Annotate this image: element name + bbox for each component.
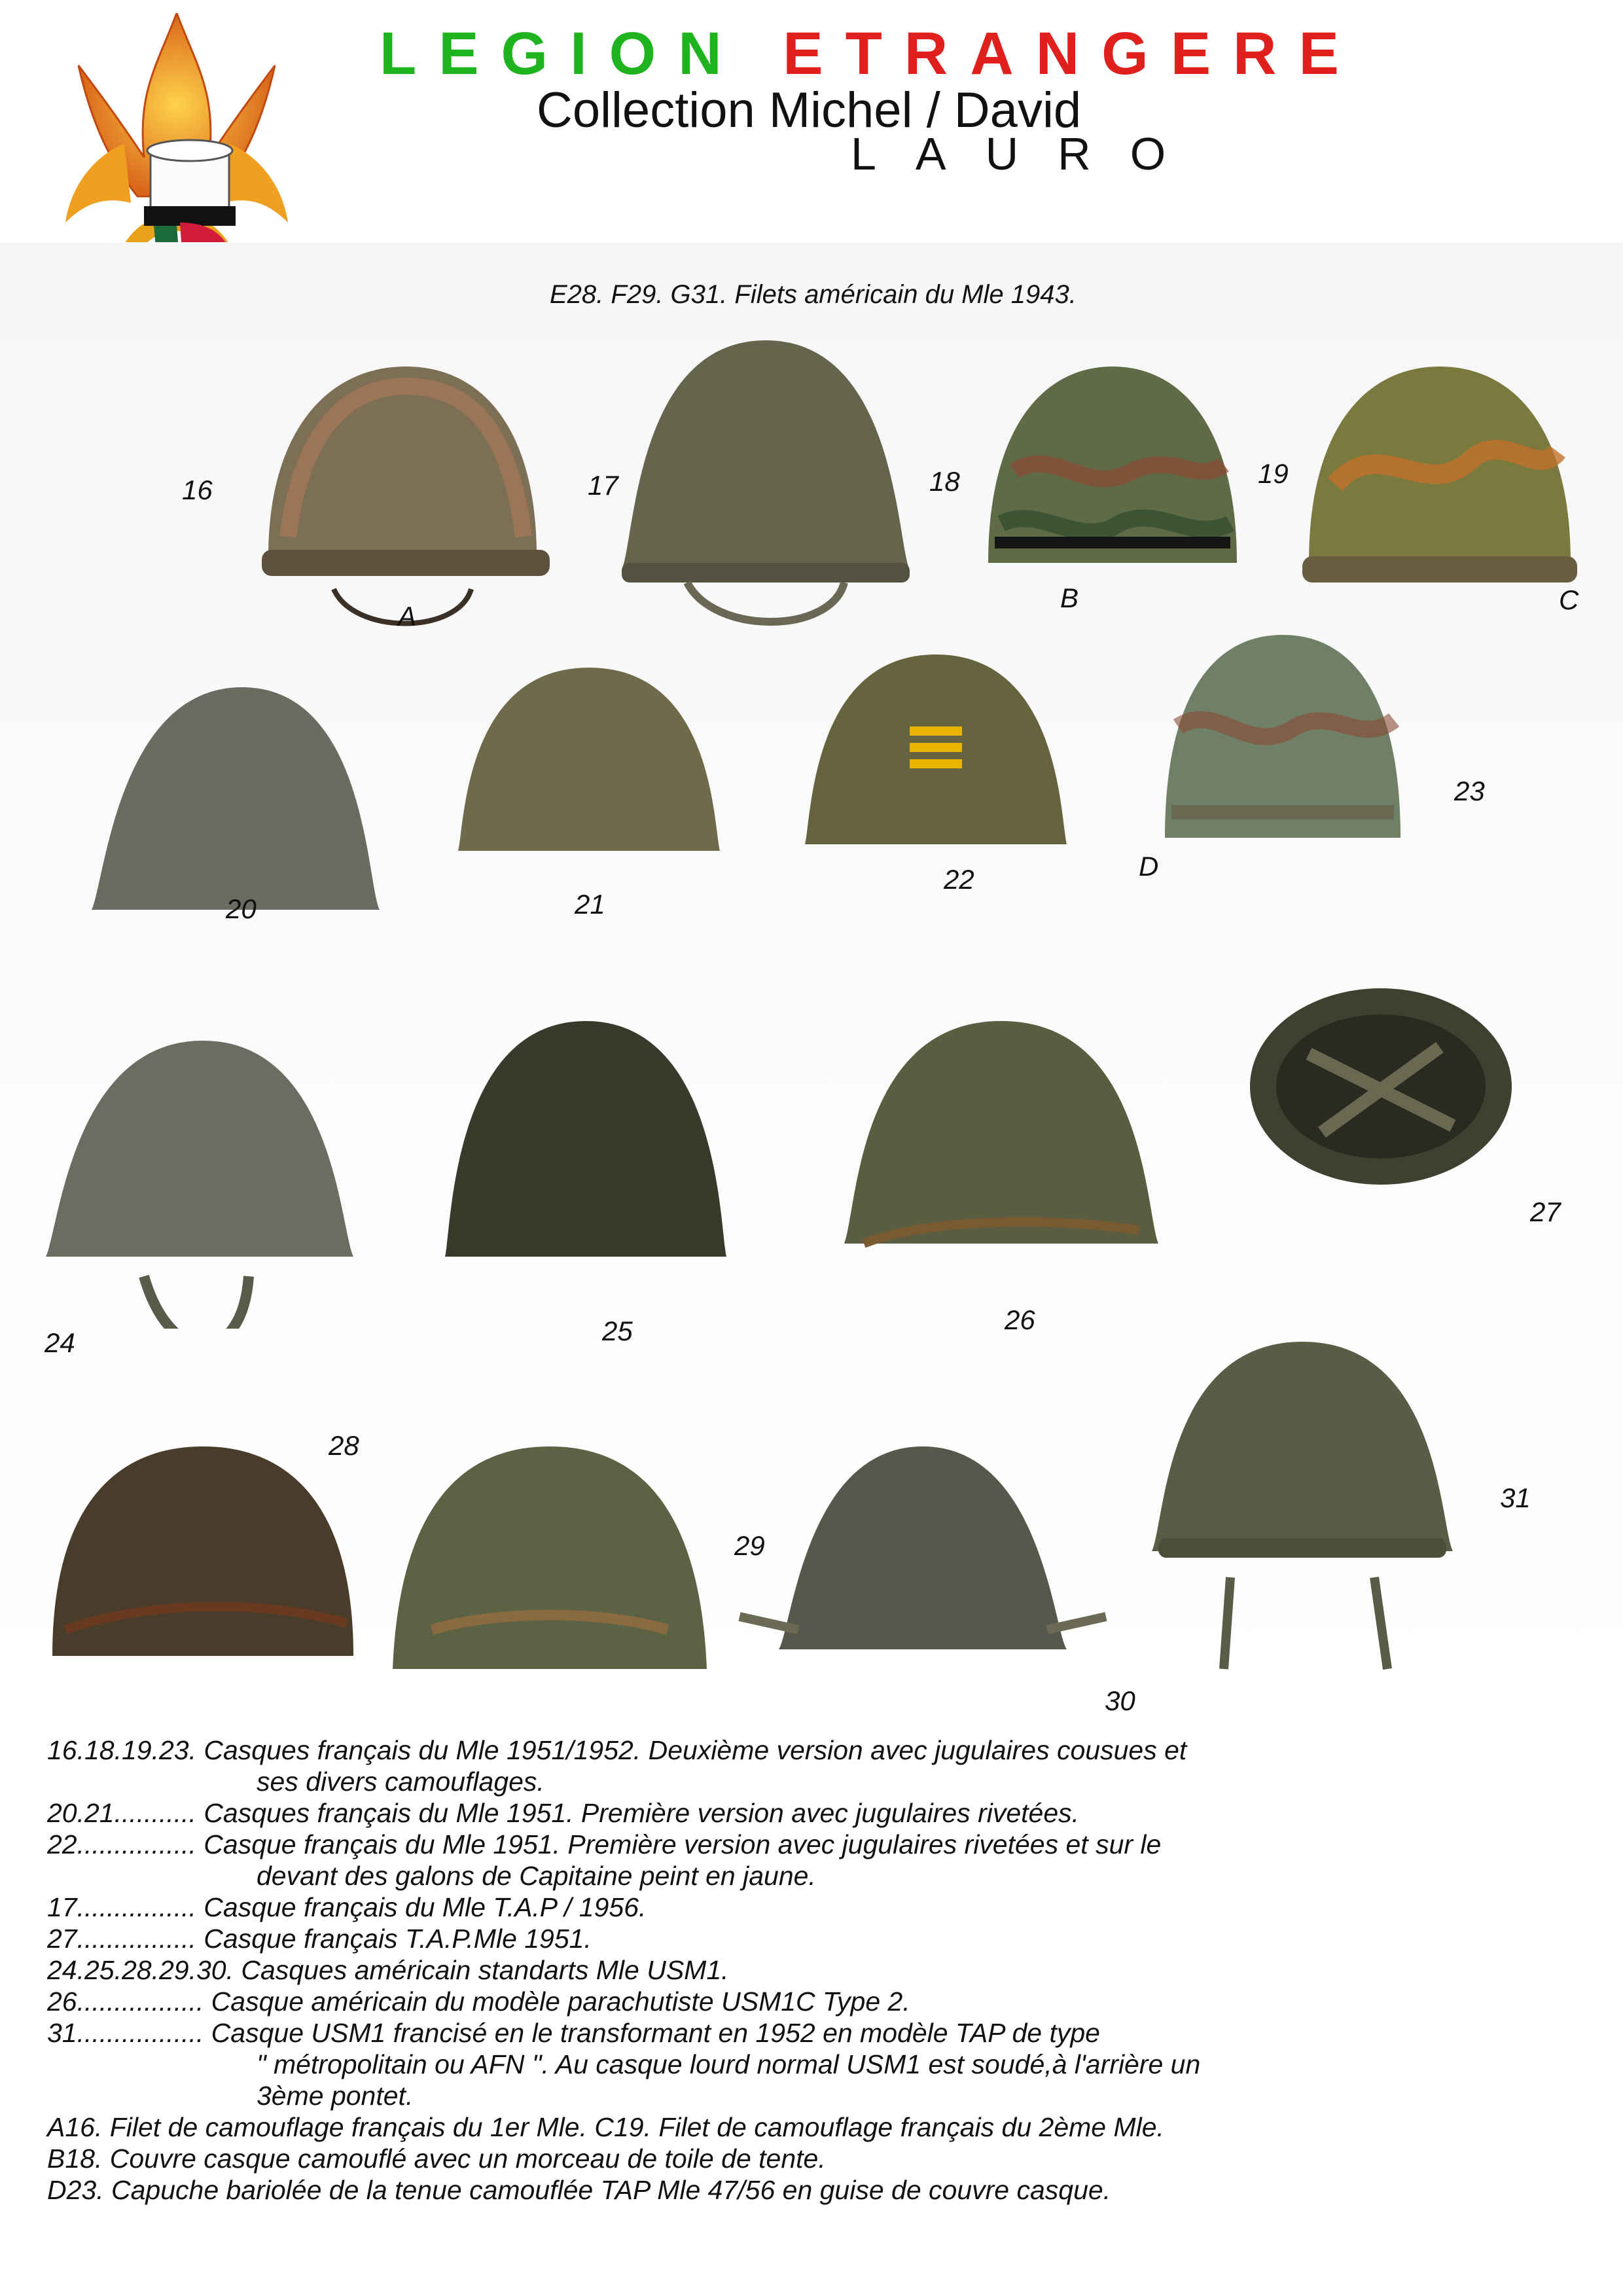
item-number-27: 27 — [1530, 1196, 1561, 1227]
item-number-16: 16 — [182, 475, 213, 505]
item-number-20: 20 — [226, 893, 257, 924]
item-letter-a: A — [398, 601, 417, 632]
desc-row-7 — [47, 1986, 1592, 2017]
note-a16-c19: A16. Filet de camouflage français du 1er Mle. C19. Filet de camouflage français du 2ème Mle. — [47, 2112, 1164, 2142]
item-number-24: 24 — [45, 1327, 75, 1358]
item-number-29: 29 — [734, 1530, 765, 1561]
helmet-29-photo — [393, 1446, 707, 1669]
desc-row-3 — [47, 1829, 1592, 1860]
desc-row-2 — [47, 1797, 1592, 1829]
desc-row-6 — [47, 1954, 1592, 1986]
item-number-19: 19 — [1258, 458, 1289, 489]
desc-key: 20.21........... — [47, 1798, 196, 1828]
helmet-20-photo — [92, 687, 380, 910]
desc-row-3-cont: devant des galons de Capitaine peint en jaune. — [257, 1861, 816, 1891]
title-etrangere: ETRANGERE — [783, 20, 1361, 87]
item-letter-c: C — [1559, 584, 1579, 615]
desc-text: Casque français T.A.P.Mle 1951. — [204, 1924, 592, 1954]
desc-row-8-cont: " métropolitain ou AFN ". Au casque lourd normal USM1 est soudé,à l'arrière un — [257, 2049, 1201, 2079]
caption-top: E28. F29. G31. Filets américain du Mle 1943. — [550, 280, 1077, 309]
helmet-30-photo — [779, 1446, 1067, 1649]
helmet-31-photo — [1152, 1342, 1453, 1551]
desc-text: Casque français du Mle T.A.P / 1956. — [204, 1892, 647, 1922]
desc-row-1-cont: ses divers camouflages. — [257, 1767, 544, 1797]
item-letter-d: D — [1139, 851, 1159, 882]
item-number-31: 31 — [1500, 1482, 1531, 1513]
title-legion: LEGION — [380, 20, 744, 87]
item-number-23: 23 — [1454, 776, 1485, 806]
helmet-17-photo — [622, 340, 910, 569]
helmet-25-photo — [445, 1021, 726, 1257]
collection-subtitle: Collection Michel / David — [537, 82, 1082, 138]
item-number-18: 18 — [929, 466, 960, 497]
item-number-28: 28 — [329, 1430, 359, 1461]
item-number-25: 25 — [602, 1316, 633, 1346]
descriptions — [47, 1734, 1592, 2206]
desc-text: Casque français du Mle 1951. Première version avec jugulaires rivetées et sur le — [204, 1829, 1162, 1859]
desc-text: Casques américain standarts Mle USM1. — [241, 1955, 729, 1985]
page-header — [0, 0, 1623, 275]
desc-row-1 — [47, 1734, 1592, 1766]
helmet-26-photo — [844, 1021, 1158, 1244]
desc-row-8 — [47, 2017, 1592, 2049]
desc-text: Casques français du Mle 1951. Première version avec jugulaires rivetées. — [204, 1798, 1080, 1828]
desc-row-5 — [47, 1923, 1592, 1954]
desc-text: Casque américain du modèle parachutiste USM1C Type 2. — [211, 1986, 910, 2017]
note-d23: D23. Capuche bariolée de la tenue camouflée TAP Mle 47/56 en guise de couvre casque. — [47, 2175, 1111, 2205]
desc-key: 24.25.28.29.30. — [47, 1955, 234, 1985]
desc-key: 22................ — [47, 1829, 196, 1859]
desc-row-8-cont2: 3ème pontet. — [257, 2081, 414, 2111]
item-number-17: 17 — [588, 470, 618, 501]
item-number-22: 22 — [944, 864, 974, 895]
collection-owner: LAURO — [851, 128, 1205, 179]
desc-text: Casques français du Mle 1951/1952. Deuxième version avec jugulaires cousues et — [204, 1735, 1187, 1765]
desc-key: 27................ — [47, 1924, 196, 1954]
helmet-24-photo — [46, 1041, 353, 1257]
desc-key: 17................ — [47, 1892, 196, 1922]
desc-key: 16.18.19.23. — [47, 1735, 196, 1765]
desc-text: Casque USM1 francisé en le transformant en 1952 en modèle TAP de type — [211, 2018, 1100, 2048]
desc-key: 26................. — [47, 1986, 204, 2017]
item-number-26: 26 — [1005, 1304, 1035, 1335]
desc-key: 31................. — [47, 2018, 204, 2048]
helmet-21-photo — [458, 668, 720, 851]
desc-row-4 — [47, 1892, 1592, 1923]
note-b18: B18. Couvre casque camouflé avec un morceau de toile de tente. — [47, 2144, 826, 2174]
item-letter-b: B — [1060, 583, 1079, 613]
item-number-21: 21 — [575, 889, 605, 920]
item-number-30: 30 — [1105, 1685, 1135, 1716]
page-title — [380, 20, 1361, 88]
